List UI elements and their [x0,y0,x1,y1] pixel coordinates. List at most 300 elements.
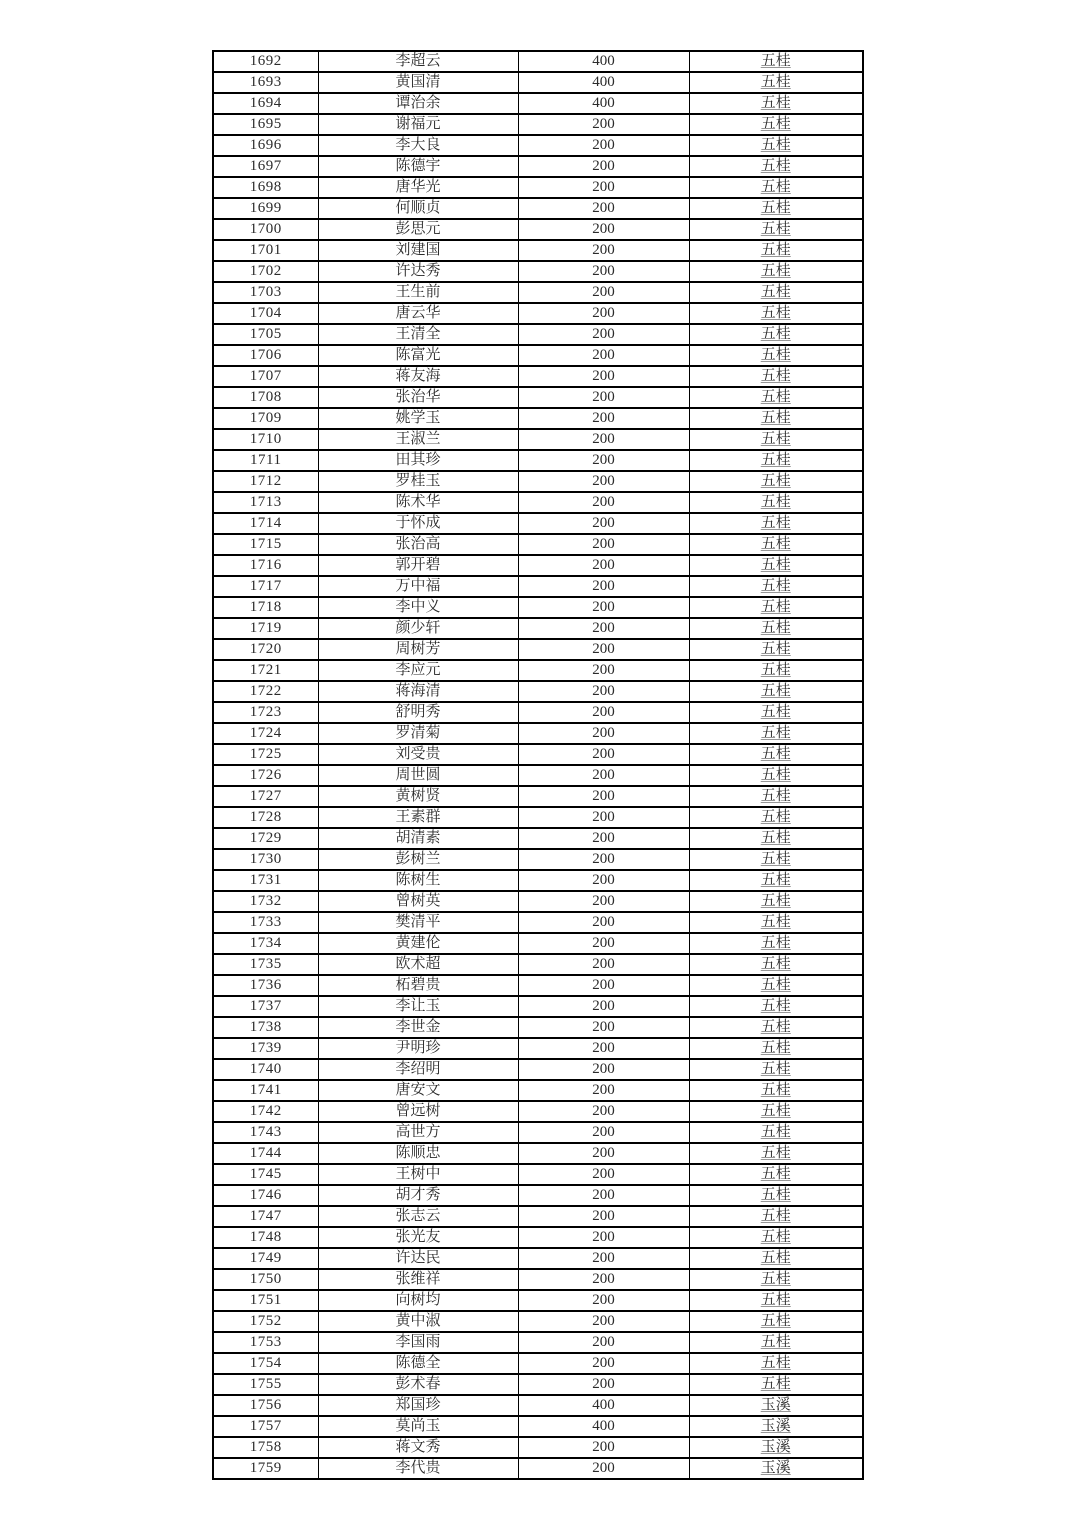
person-name-cell: 张治华 [318,387,518,408]
table-row [213,513,863,534]
row-number-cell: 1726 [213,765,318,786]
row-number-cell: 1729 [213,828,318,849]
person-name-cell: 许达民 [318,1248,518,1269]
table-row [213,639,863,660]
row-number-cell: 1749 [213,1248,318,1269]
amount-cell: 200 [518,1017,689,1038]
amount-cell: 200 [518,450,689,471]
table-row [213,1227,863,1248]
row-number-cell: 1725 [213,744,318,765]
row-number-cell: 1757 [213,1416,318,1437]
amount-cell: 200 [518,198,689,219]
table-row [213,1164,863,1185]
row-number-cell: 1736 [213,975,318,996]
amount-cell: 200 [518,954,689,975]
person-name-cell: 李国雨 [318,1332,518,1353]
table-row [213,366,863,387]
location-cell: 五桂 [689,1101,863,1122]
table-row [213,597,863,618]
location-cell: 五桂 [689,786,863,807]
location-cell: 五桂 [689,1122,863,1143]
location-cell: 五桂 [689,618,863,639]
amount-cell: 400 [518,51,689,72]
person-name-cell: 向树均 [318,1290,518,1311]
row-number-cell: 1715 [213,534,318,555]
roster-table [212,50,864,1480]
person-name-cell: 田其珍 [318,450,518,471]
amount-cell: 200 [518,1185,689,1206]
amount-cell: 200 [518,597,689,618]
table-row [213,702,863,723]
person-name-cell: 于怀成 [318,513,518,534]
location-cell: 玉溪 [689,1437,863,1458]
person-name-cell: 李代贵 [318,1458,518,1479]
person-name-cell: 周世圆 [318,765,518,786]
person-name-cell: 李让玉 [318,996,518,1017]
table-row [213,891,863,912]
table-row [213,1080,863,1101]
person-name-cell: 罗清菊 [318,723,518,744]
person-name-cell: 陈富光 [318,345,518,366]
amount-cell: 200 [518,1038,689,1059]
table-row [213,1017,863,1038]
person-name-cell: 陈德全 [318,1353,518,1374]
person-name-cell: 欧术超 [318,954,518,975]
location-cell: 五桂 [689,408,863,429]
person-name-cell: 李绍明 [318,1059,518,1080]
location-cell: 五桂 [689,765,863,786]
location-cell: 五桂 [689,114,863,135]
amount-cell: 200 [518,408,689,429]
table-row [213,1038,863,1059]
location-cell: 五桂 [689,954,863,975]
location-cell: 五桂 [689,1269,863,1290]
location-cell: 五桂 [689,198,863,219]
row-number-cell: 1753 [213,1332,318,1353]
amount-cell: 200 [518,870,689,891]
table-row [213,471,863,492]
location-cell: 玉溪 [689,1458,863,1479]
location-cell: 五桂 [689,996,863,1017]
table-row [213,954,863,975]
person-name-cell: 郭开碧 [318,555,518,576]
location-cell: 五桂 [689,324,863,345]
table-row [213,786,863,807]
location-cell: 五桂 [689,849,863,870]
amount-cell: 200 [518,1164,689,1185]
amount-cell: 200 [518,576,689,597]
row-number-cell: 1748 [213,1227,318,1248]
row-number-cell: 1724 [213,723,318,744]
row-number-cell: 1716 [213,555,318,576]
amount-cell: 200 [518,1437,689,1458]
person-name-cell: 胡清素 [318,828,518,849]
table-row [213,1101,863,1122]
row-number-cell: 1758 [213,1437,318,1458]
amount-cell: 200 [518,1206,689,1227]
location-cell: 五桂 [689,1206,863,1227]
row-number-cell: 1747 [213,1206,318,1227]
row-number-cell: 1704 [213,303,318,324]
amount-cell: 200 [518,975,689,996]
amount-cell: 200 [518,366,689,387]
row-number-cell: 1737 [213,996,318,1017]
location-cell: 五桂 [689,261,863,282]
table-row [213,240,863,261]
amount-cell: 200 [518,1290,689,1311]
person-name-cell: 尹明珍 [318,1038,518,1059]
table-row [213,1269,863,1290]
location-cell: 五桂 [689,1017,863,1038]
amount-cell: 200 [518,681,689,702]
amount-cell: 200 [518,345,689,366]
table-row [213,828,863,849]
row-number-cell: 1711 [213,450,318,471]
row-number-cell: 1717 [213,576,318,597]
location-cell: 五桂 [689,702,863,723]
amount-cell: 200 [518,1101,689,1122]
location-cell: 五桂 [689,1290,863,1311]
table-row [213,744,863,765]
table-row [213,1416,863,1437]
row-number-cell: 1739 [213,1038,318,1059]
location-cell: 五桂 [689,177,863,198]
row-number-cell: 1735 [213,954,318,975]
person-name-cell: 谭治余 [318,93,518,114]
amount-cell: 200 [518,660,689,681]
table-row [213,765,863,786]
person-name-cell: 周树芳 [318,639,518,660]
location-cell: 五桂 [689,555,863,576]
row-number-cell: 1721 [213,660,318,681]
row-number-cell: 1695 [213,114,318,135]
person-name-cell: 黄树贤 [318,786,518,807]
amount-cell: 200 [518,387,689,408]
row-number-cell: 1755 [213,1374,318,1395]
person-name-cell: 姚学玉 [318,408,518,429]
amount-cell: 200 [518,114,689,135]
person-name-cell: 樊清平 [318,912,518,933]
location-cell: 五桂 [689,471,863,492]
row-number-cell: 1733 [213,912,318,933]
table-row [213,177,863,198]
row-number-cell: 1707 [213,366,318,387]
person-name-cell: 陈德宇 [318,156,518,177]
table-row [213,996,863,1017]
row-number-cell: 1706 [213,345,318,366]
location-cell: 五桂 [689,1164,863,1185]
row-number-cell: 1734 [213,933,318,954]
person-name-cell: 黄建伦 [318,933,518,954]
person-name-cell: 彭术春 [318,1374,518,1395]
row-number-cell: 1692 [213,51,318,72]
location-cell: 五桂 [689,681,863,702]
row-number-cell: 1709 [213,408,318,429]
person-name-cell: 唐华光 [318,177,518,198]
location-cell: 五桂 [689,219,863,240]
location-cell: 五桂 [689,513,863,534]
location-cell: 五桂 [689,1374,863,1395]
amount-cell: 200 [518,933,689,954]
amount-cell: 200 [518,702,689,723]
person-name-cell: 王生前 [318,282,518,303]
table-row [213,618,863,639]
location-cell: 五桂 [689,723,863,744]
location-cell: 五桂 [689,1353,863,1374]
table-row [213,1374,863,1395]
amount-cell: 200 [518,1269,689,1290]
location-cell: 五桂 [689,1059,863,1080]
row-number-cell: 1746 [213,1185,318,1206]
person-name-cell: 陈树生 [318,870,518,891]
row-number-cell: 1719 [213,618,318,639]
table-row [213,387,863,408]
row-number-cell: 1759 [213,1458,318,1479]
row-number-cell: 1701 [213,240,318,261]
location-cell: 五桂 [689,1143,863,1164]
person-name-cell: 蒋友海 [318,366,518,387]
table-row [213,429,863,450]
row-number-cell: 1750 [213,1269,318,1290]
person-name-cell: 舒明秀 [318,702,518,723]
person-name-cell: 张治高 [318,534,518,555]
amount-cell: 200 [518,618,689,639]
document-page [212,50,864,1480]
table-row [213,1122,863,1143]
person-name-cell: 张光友 [318,1227,518,1248]
row-number-cell: 1714 [213,513,318,534]
row-number-cell: 1727 [213,786,318,807]
person-name-cell: 许达秀 [318,261,518,282]
table-row [213,345,863,366]
location-cell: 五桂 [689,282,863,303]
row-number-cell: 1693 [213,72,318,93]
amount-cell: 200 [518,828,689,849]
amount-cell: 200 [518,1080,689,1101]
row-number-cell: 1713 [213,492,318,513]
person-name-cell: 张维祥 [318,1269,518,1290]
row-number-cell: 1699 [213,198,318,219]
amount-cell: 200 [518,1332,689,1353]
table-row [213,1332,863,1353]
location-cell: 五桂 [689,870,863,891]
row-number-cell: 1702 [213,261,318,282]
amount-cell: 200 [518,177,689,198]
amount-cell: 200 [518,1248,689,1269]
amount-cell: 200 [518,282,689,303]
row-number-cell: 1700 [213,219,318,240]
amount-cell: 400 [518,72,689,93]
amount-cell: 200 [518,135,689,156]
amount-cell: 200 [518,219,689,240]
location-cell: 五桂 [689,1311,863,1332]
amount-cell: 200 [518,1353,689,1374]
row-number-cell: 1732 [213,891,318,912]
location-cell: 五桂 [689,240,863,261]
amount-cell: 200 [518,639,689,660]
location-cell: 五桂 [689,828,863,849]
table-row [213,303,863,324]
person-name-cell: 柘碧贵 [318,975,518,996]
row-number-cell: 1754 [213,1353,318,1374]
table-row [213,93,863,114]
location-cell: 五桂 [689,1038,863,1059]
person-name-cell: 何顺贞 [318,198,518,219]
row-number-cell: 1710 [213,429,318,450]
table-row [213,576,863,597]
person-name-cell: 罗桂玉 [318,471,518,492]
location-cell: 五桂 [689,597,863,618]
location-cell: 五桂 [689,975,863,996]
amount-cell: 200 [518,555,689,576]
amount-cell: 200 [518,429,689,450]
location-cell: 五桂 [689,1185,863,1206]
amount-cell: 200 [518,471,689,492]
row-number-cell: 1742 [213,1101,318,1122]
table-row [213,261,863,282]
row-number-cell: 1712 [213,471,318,492]
location-cell: 五桂 [689,744,863,765]
amount-cell: 200 [518,849,689,870]
person-name-cell: 李应元 [318,660,518,681]
location-cell: 五桂 [689,1227,863,1248]
row-number-cell: 1718 [213,597,318,618]
amount-cell: 200 [518,807,689,828]
person-name-cell: 李超云 [318,51,518,72]
roster-table-body [213,51,863,1479]
amount-cell: 200 [518,1458,689,1479]
table-row [213,282,863,303]
row-number-cell: 1697 [213,156,318,177]
table-row [213,51,863,72]
location-cell: 五桂 [689,72,863,93]
amount-cell: 200 [518,492,689,513]
location-cell: 玉溪 [689,1416,863,1437]
table-row [213,408,863,429]
amount-cell: 200 [518,912,689,933]
person-name-cell: 李中义 [318,597,518,618]
row-number-cell: 1752 [213,1311,318,1332]
person-name-cell: 黄中淑 [318,1311,518,1332]
row-number-cell: 1694 [213,93,318,114]
table-row [213,975,863,996]
person-name-cell: 唐安文 [318,1080,518,1101]
location-cell: 五桂 [689,1080,863,1101]
person-name-cell: 张志云 [318,1206,518,1227]
table-row [213,807,863,828]
location-cell: 五桂 [689,912,863,933]
location-cell: 五桂 [689,93,863,114]
person-name-cell: 万中福 [318,576,518,597]
location-cell: 五桂 [689,1332,863,1353]
row-number-cell: 1728 [213,807,318,828]
amount-cell: 200 [518,744,689,765]
amount-cell: 200 [518,324,689,345]
location-cell: 玉溪 [689,1395,863,1416]
location-cell: 五桂 [689,933,863,954]
table-row [213,1458,863,1479]
amount-cell: 200 [518,1227,689,1248]
row-number-cell: 1696 [213,135,318,156]
amount-cell: 200 [518,303,689,324]
table-row [213,1311,863,1332]
location-cell: 五桂 [689,891,863,912]
amount-cell: 200 [518,891,689,912]
location-cell: 五桂 [689,345,863,366]
table-row [213,324,863,345]
amount-cell: 200 [518,1059,689,1080]
person-name-cell: 高世方 [318,1122,518,1143]
table-row [213,1290,863,1311]
table-row [213,1437,863,1458]
person-name-cell: 胡才秀 [318,1185,518,1206]
person-name-cell: 王树中 [318,1164,518,1185]
amount-cell: 400 [518,1416,689,1437]
amount-cell: 200 [518,534,689,555]
table-row [213,114,863,135]
table-row [213,1143,863,1164]
row-number-cell: 1703 [213,282,318,303]
row-number-cell: 1741 [213,1080,318,1101]
table-row [213,534,863,555]
location-cell: 五桂 [689,807,863,828]
amount-cell: 200 [518,1374,689,1395]
table-row [213,912,863,933]
location-cell: 五桂 [689,450,863,471]
table-row [213,1395,863,1416]
person-name-cell: 蒋文秀 [318,1437,518,1458]
table-row [213,72,863,93]
location-cell: 五桂 [689,576,863,597]
location-cell: 五桂 [689,660,863,681]
row-number-cell: 1745 [213,1164,318,1185]
table-row [213,1059,863,1080]
row-number-cell: 1722 [213,681,318,702]
location-cell: 五桂 [689,135,863,156]
person-name-cell: 王清全 [318,324,518,345]
table-row [213,156,863,177]
person-name-cell: 谢福元 [318,114,518,135]
row-number-cell: 1743 [213,1122,318,1143]
amount-cell: 400 [518,93,689,114]
location-cell: 五桂 [689,534,863,555]
person-name-cell: 曾树英 [318,891,518,912]
table-row [213,198,863,219]
location-cell: 五桂 [689,51,863,72]
location-cell: 五桂 [689,1248,863,1269]
table-row [213,933,863,954]
person-name-cell: 刘建国 [318,240,518,261]
person-name-cell: 郑国珍 [318,1395,518,1416]
location-cell: 五桂 [689,366,863,387]
table-row [213,135,863,156]
location-cell: 五桂 [689,303,863,324]
person-name-cell: 曾远树 [318,1101,518,1122]
table-row [213,660,863,681]
table-row [213,492,863,513]
amount-cell: 200 [518,156,689,177]
row-number-cell: 1756 [213,1395,318,1416]
amount-cell: 200 [518,1143,689,1164]
table-row [213,555,863,576]
row-number-cell: 1740 [213,1059,318,1080]
person-name-cell: 李世金 [318,1017,518,1038]
person-name-cell: 李大良 [318,135,518,156]
location-cell: 五桂 [689,492,863,513]
location-cell: 五桂 [689,156,863,177]
person-name-cell: 莫尚玉 [318,1416,518,1437]
person-name-cell: 黄国清 [318,72,518,93]
